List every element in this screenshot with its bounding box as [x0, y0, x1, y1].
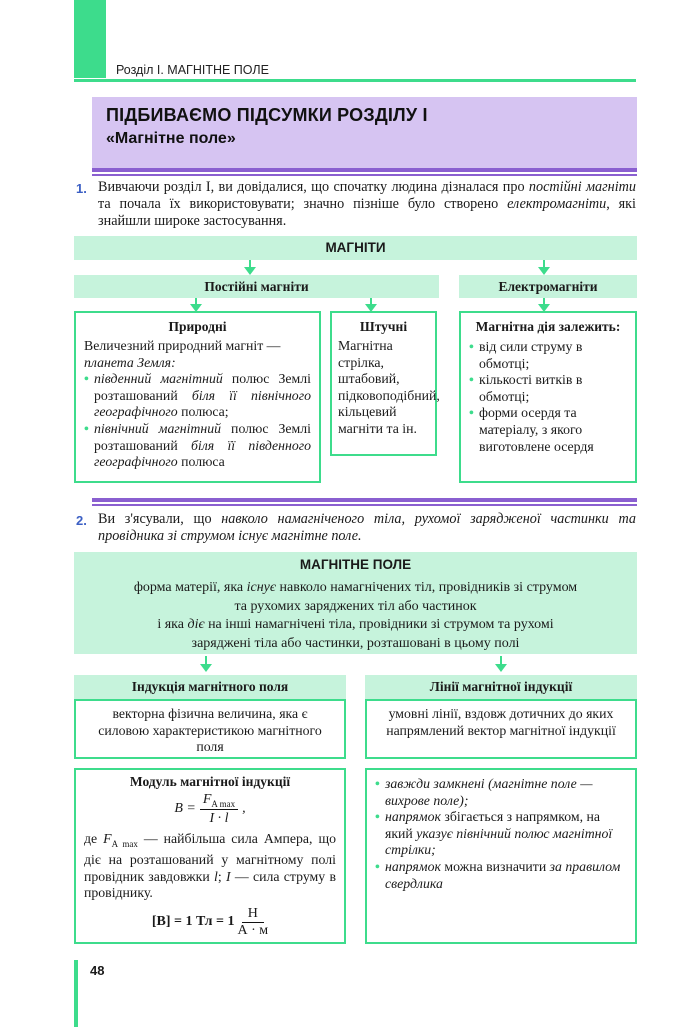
summary-title-box — [92, 97, 637, 169]
page-title: ПІДБИВАЄМО ПІДСУМКИ РОЗДІЛУ I — [106, 105, 428, 125]
lines-property: • завжди замкнені (магнітне поле — вихрове поле); — [375, 776, 627, 809]
section-divider — [92, 498, 637, 502]
artificial-magnets-box — [330, 311, 440, 456]
depends-item: • кількості витків в обмотці; — [469, 372, 627, 405]
induction-definition: векторна фізична величина, яка є силовою характеристикою магнітного поля — [98, 706, 322, 755]
item-number-2: 2. — [76, 513, 87, 528]
item-number-1: 1. — [76, 181, 87, 196]
title-divider-thin — [92, 174, 637, 176]
formula-explanation: де $F_{A max}$ — найбільша сила Ампера, що діє на розташований у магнітному полі провідник завдовжки l; I — сила струму в провіднику. — [84, 830, 336, 901]
title-divider — [92, 168, 637, 172]
natural-bullet-north: • північний магнітний полюс Землі розташований біля її південного географічного полюса — [84, 421, 311, 471]
arrow-to-artificial — [370, 298, 372, 306]
page-number: 48 — [90, 963, 105, 978]
induction-lines-label: Лінії магнітної індукції — [365, 675, 637, 699]
arrow-to-induction — [205, 656, 207, 666]
section-divider-thin — [92, 504, 637, 506]
natural-bullet-south: • південний магнітний полюс Землі розташований біля її північного географічного полюса; — [84, 371, 311, 421]
section-label: Розділ I. МАГНІТНЕ ПОЛЕ — [116, 63, 269, 77]
induction-modulus-box — [74, 768, 346, 944]
arrow-to-electro — [543, 260, 545, 269]
magnetic-field-definition: форма матерії, яка існує навколо намагнічених тіл, провідників зі струмом та рухомих заряджених тіл або частинок і яка діє на інші намагнічені тіла, провідники зі струмом та рухомі заряджені тіла або частинки, розташовані в цьому полі — [74, 577, 637, 654]
induction-definition-box — [74, 699, 346, 759]
magnetic-action-box — [459, 311, 637, 483]
natural-intro: Величезний природний магніт — планета Земля: — [84, 338, 281, 370]
tesla-unit-formula: [B] = 1 Тл = 1 Н А · м — [151, 905, 269, 938]
artificial-text: Магнітна стрілка, штабовий, підковоподібний, кільцевий магніти та ін. — [338, 338, 440, 436]
induction-formula: B = $F_{A max}$ I · l , — [174, 792, 246, 826]
lines-definition: умовні лінії, вздовж дотичних до яких напрямлений вектор магнітної індукції — [386, 706, 616, 738]
item-1-text: Вивчаючи розділ I, ви довідалися, що спочатку людина дізналася про постійні магніти та почала їх використовувати; значно пізніше було створено електромагніти, які знайшли широке застосування. — [98, 179, 636, 229]
footer-tab — [74, 960, 78, 1027]
chapter-tab — [74, 0, 106, 78]
depends-item: • форми осердя та матеріалу, з якого виготовлене осердя — [469, 405, 627, 455]
arrow-to-permanent — [249, 260, 251, 269]
natural-title: Природні — [168, 319, 227, 334]
lines-property: • напрямок можна визначити за правилом свердлика — [375, 859, 627, 892]
item-2-text: Ви з'ясували, що навколо намагніченого тіла, рухомої зарядженої частинки та провідника зі струмом існує магнітне поле. — [98, 511, 636, 544]
modulus-title: Модуль магнітної індукції — [129, 774, 291, 789]
natural-magnets-box — [74, 311, 321, 483]
arrow-to-natural — [195, 298, 197, 306]
magnetic-field-header: МАГНІТНЕ ПОЛЕ — [74, 552, 637, 577]
artificial-title: Штучні — [359, 319, 408, 334]
arrow-to-depends — [543, 298, 545, 306]
header-divider — [74, 79, 636, 82]
induction-label: Індукція магнітного поля — [74, 675, 346, 699]
arrow-to-lines — [500, 656, 502, 666]
lines-definition-box — [365, 699, 637, 759]
depends-title: Магнітна дія залежить: — [475, 319, 621, 334]
permanent-magnets-label: Постійні магніти — [74, 275, 439, 298]
page-subtitle: «Магнітне поле» — [106, 130, 236, 147]
magnets-header: МАГНІТИ — [74, 236, 637, 260]
lines-properties-box — [365, 768, 637, 944]
depends-item: • від сили струму в обмотці; — [469, 339, 627, 372]
electromagnets-label: Електромагніти — [459, 275, 637, 298]
lines-property: • напрямок збігається з напрямком, на який указує північний полюс магнітної стрілки; — [375, 809, 627, 859]
